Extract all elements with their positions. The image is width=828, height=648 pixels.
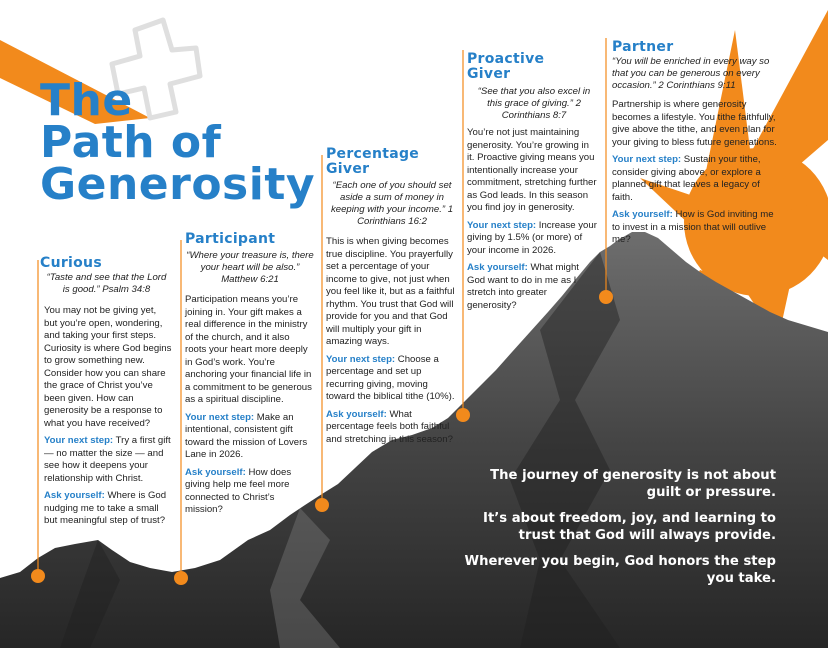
- stage-partner-heading: Partner: [612, 39, 674, 55]
- title-line-2: Path of: [40, 117, 222, 168]
- waypoint-dot-icon: [174, 571, 188, 585]
- ask-label: Ask yourself:: [44, 490, 105, 501]
- stage-curious-quote: “Taste and see that the Lord is good.” Psalm 34:8: [46, 272, 167, 295]
- waypoint-dot-icon: [315, 498, 329, 512]
- stage-percentage-next-step: [326, 354, 458, 404]
- waypoint-dot-icon: [456, 408, 470, 422]
- ask-label: Ask yourself:: [467, 262, 528, 273]
- next-step-label: Your next step:: [185, 411, 255, 423]
- ask-label: Ask yourself:: [185, 466, 246, 478]
- stage-proactive-body: You’re not just maintaining generosity. You’re growing in it. Proactive giving means you intentionally increase your commitment, stretching further as God leads. In this season you find joy in generosity.: [467, 127, 597, 213]
- stage-participant-body: Participation means you’re joining in. Your gift makes a real difference in the ministry of the church, and it also roots your heart more deeply in God’s work. You’re anchoring your financial life in a commitment to be generous as a spiritual discipline.: [185, 294, 312, 405]
- stage-curious-ask: [44, 490, 172, 528]
- stage-proactive-text: [467, 127, 599, 317]
- ask-label: Ask yourself:: [326, 408, 387, 420]
- closing-line-2: It’s about freedom, joy, and learning to trust that God will always provide.: [483, 511, 776, 543]
- stage-participant-ask: [185, 467, 313, 517]
- next-step-label: Your next step:: [326, 353, 396, 365]
- stage-participant-text: [185, 294, 313, 522]
- stage-percentage-quote: “Each one of you should set aside a sum of money in keeping with your income.” 1 Corinthians 16:2: [330, 180, 454, 227]
- next-step-text: Increase your giving by 1.5% (or more) of your income in 2026.: [467, 219, 597, 256]
- stage-participant-next-step: [185, 412, 313, 462]
- ask-text: What percentage feels both faithful and stretching in this season?: [326, 408, 453, 445]
- stage-partner-next-step: [612, 154, 780, 204]
- stage-proactive-next-step: [467, 220, 599, 258]
- closing-line-1: The journey of generosity is not about guilt or pressure.: [490, 468, 776, 500]
- page-title: [40, 75, 316, 210]
- stage-percentage-heading: Percentage Giver: [326, 146, 420, 177]
- ask-text: Where is God nudging me to take a small but meaningful step of trust?: [44, 490, 167, 526]
- waypoint-dot-icon: [31, 569, 45, 583]
- ask-text: How is God inviting me to invest in a mission that will outlive me?: [612, 209, 774, 245]
- closing-message: [456, 467, 776, 596]
- stage-proactive-heading: Proactive Giver: [467, 51, 545, 82]
- stage-proactive-ask: [467, 262, 599, 312]
- next-step-text: Sustain your tithe, consider giving above, or explore a planned gift that leaves a legacy of faith.: [612, 154, 761, 203]
- next-step-label: Your next step:: [612, 154, 682, 165]
- next-step-label: Your next step:: [467, 219, 537, 231]
- stage-partner-quote: “You will be enriched in every way so that you can be generous on every occasion.” 2 Corinthians 9:11: [612, 56, 770, 91]
- stage-participant-quote: “Where your treasure is, there your heart will be also.” Matthew 6:21: [186, 250, 314, 285]
- ask-label: Ask yourself:: [612, 209, 673, 220]
- stage-curious-next-step: [44, 435, 172, 485]
- closing-line-3: Wherever you begin, God honors the step you take.: [464, 554, 776, 586]
- title-line-3: Generosity: [40, 159, 316, 210]
- stage-percentage-ask: [326, 409, 458, 447]
- stage-curious-body: You may not be giving yet, but you’re open, wondering, and taking your first steps. Curiosity is where God begins to grow something new. Consider how you can share the grace of Christ you’ve been given. How can generosity be a response to what you have received?: [44, 305, 172, 429]
- next-step-text: Choose a percentage and set up recurring giving, moving toward the biblical tithe (10%).: [326, 353, 455, 402]
- stage-curious-text: [44, 305, 172, 533]
- title-line-1: The: [40, 75, 133, 126]
- waypoint-dot-icon: [599, 290, 613, 304]
- next-step-label: Your next step:: [44, 435, 114, 446]
- stage-percentage-body: This is when giving becomes true discipline. You prayerfully set a percentage of your income to give, not just when you feel like it, but as a faithful rhythm. You trust that God will provide for you and that God will multiply your gift in amazing ways.: [326, 236, 455, 347]
- stage-partner-text: [612, 99, 780, 252]
- ask-text: What might God want to do in me as I stretch into greater generosity?: [467, 262, 579, 311]
- stage-percentage-text: [326, 236, 458, 451]
- stage-curious-heading: Curious: [40, 255, 102, 271]
- ask-text: How does giving help me feel more connected to Christ’s mission?: [185, 466, 292, 515]
- stage-partner-ask: [612, 209, 780, 247]
- stage-participant-heading: Participant: [185, 231, 276, 247]
- stage-proactive-quote: “See that you also excel in this grace of giving.” 2 Corinthians 8:7: [477, 86, 591, 121]
- next-step-text: Try a first gift — no matter the size — and see how it deepens your relationship with Christ.: [44, 435, 171, 484]
- stage-partner-body: Partnership is where generosity becomes a lifestyle. You tithe faithfully, give above the tithe, and even plan for your giving to bless future generations.: [612, 99, 777, 148]
- next-step-text: Make an intentional, consistent gift toward the mission of Lovers Lane in 2026.: [185, 411, 308, 460]
